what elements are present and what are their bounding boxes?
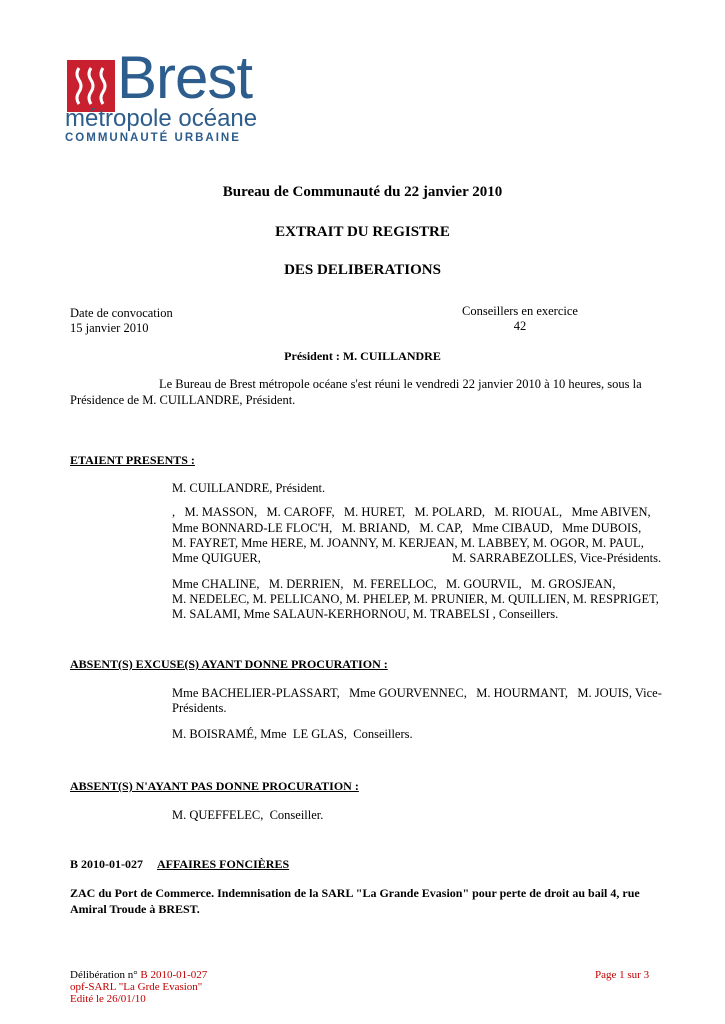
councillors-label: Conseillers en exercice — [462, 304, 578, 318]
extract-heading: EXTRAIT DU REGISTRE — [275, 224, 450, 240]
deliberation-subject-line-1: ZAC du Port de Commerce. Indemnisation de la SARL "La Grande Evasion" pour perte de droit au bail 4, rue — [70, 886, 640, 900]
absent-proxy-councillors: M. BOISRAMÉ, Mme LE GLAS, Conseillers. — [172, 727, 413, 741]
deliberation-subject-line-2: Amiral Troude à BREST. — [70, 902, 200, 916]
vp-line: Mme BONNARD-LE FLOC'H, M. BRIAND, M. CAP, Mme CIBAUD, Mme DUBOIS, — [172, 521, 642, 535]
vp-line: M. FAYRET, Mme HERE, M. JOANNY, M. KERJEAN, M. LABBEY, M. OGOR, M. PAUL, — [172, 536, 644, 550]
logo-tagline: COMMUNAUTÉ URBAINE — [65, 132, 241, 144]
footer-reference: opf-SARL "La Grde Evasion" — [70, 981, 203, 993]
present-heading: ETAIENT PRESENTS : — [70, 453, 195, 467]
absent-proxy-vp-line-2: Présidents. — [172, 701, 227, 715]
absent-proxy-vp-line-1: Mme BACHELIER-PLASSART, Mme GOURVENNEC, M. HOURMANT, M. JOUIS, Vice- — [172, 686, 662, 700]
councillor-line: M. SALAMI, Mme SALAUN-KERHORNOU, M. TRABELSI , Conseillers. — [172, 607, 559, 621]
footer-deliberation — [70, 969, 207, 981]
councillors-count: 42 — [513, 319, 527, 333]
logo-subtitle: métropole océane — [65, 105, 258, 132]
document-title: Bureau de Communauté du 22 janvier 2010 — [222, 184, 503, 200]
footer-delib-label: Délibération n° — [70, 969, 138, 981]
convocation-date: 15 janvier 2010 — [70, 321, 149, 335]
footer-page-number: Page 1 sur 3 — [595, 969, 650, 981]
intro-line-1: Le Bureau de Brest métropole océane s'est réuni le vendredi 22 janvier 2010 à 10 heures, sous la — [159, 377, 642, 391]
vp-last-right: M. SARRABEZOLLES, Vice-Présidents. — [452, 551, 662, 565]
footer-edited: Edité le 26/01/10 — [70, 993, 146, 1005]
councillor-line: Mme CHALINE, M. DERRIEN, M. FERELLOC, M. GOURVIL, M. GROSJEAN, — [172, 577, 616, 591]
convocation-label: Date de convocation — [70, 306, 173, 320]
logo-name: Brest — [117, 44, 253, 111]
deliberation-number: B 2010-01-027 — [70, 857, 143, 871]
deliberations-heading: DES DELIBERATIONS — [284, 262, 441, 278]
footer-delib-number: B 2010-01-027 — [140, 969, 208, 981]
absent-no-proxy-names: M. QUEFFELEC, Conseiller. — [172, 808, 324, 822]
vp-last-left: Mme QUIGUER, — [172, 551, 261, 565]
absent-no-proxy-heading: ABSENT(S) N'AYANT PAS DONNE PROCURATION : — [70, 779, 359, 793]
vp-line: , M. MASSON, M. CAROFF, M. HURET, M. POLARD, M. RIOUAL, Mme ABIVEN, — [172, 505, 651, 519]
absent-proxy-heading: ABSENT(S) EXCUSE(S) AYANT DONNE PROCURATION : — [70, 657, 388, 671]
deliberation-category: AFFAIRES FONCIÈRES — [157, 857, 290, 871]
present-president: M. CUILLANDRE, Président. — [172, 481, 326, 495]
president-line: Président : M. CUILLANDRE — [284, 349, 441, 363]
brest-logo — [65, 44, 265, 152]
intro-line-2: Présidence de M. CUILLANDRE, Président. — [70, 393, 296, 407]
councillor-line: M. NEDELEC, M. PELLICANO, M. PHELEP, M. PRUNIER, M. QUILLIEN, M. RESPRIGET, — [172, 592, 659, 606]
